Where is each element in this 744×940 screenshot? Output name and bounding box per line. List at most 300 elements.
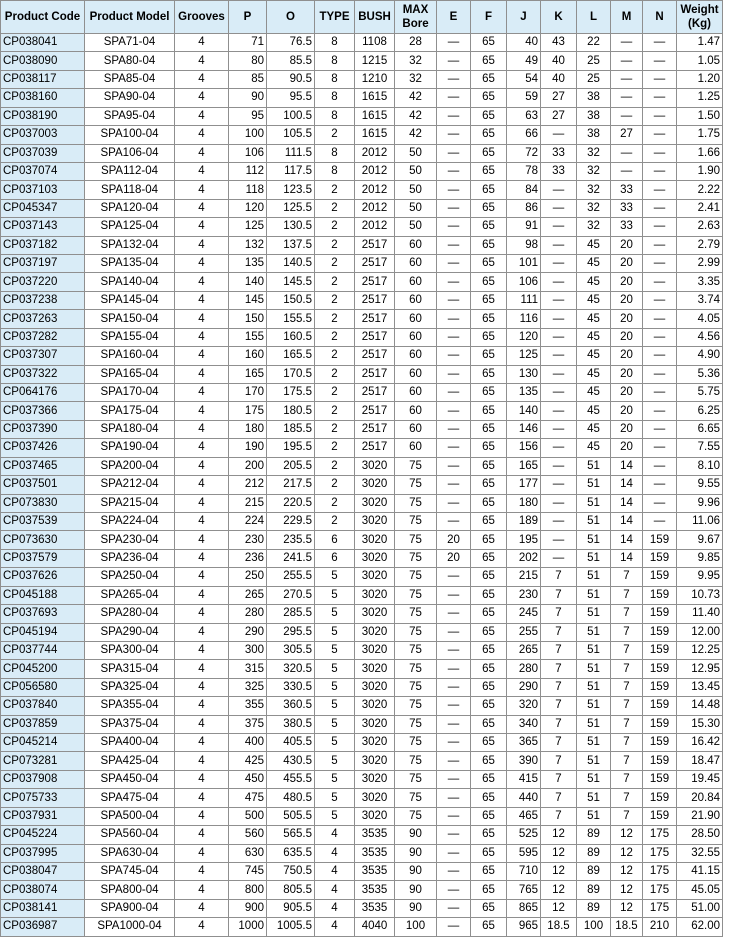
cell-m: 20 bbox=[611, 273, 643, 291]
cell-grooves: 4 bbox=[175, 605, 229, 623]
cell-type: 5 bbox=[315, 586, 355, 604]
cell-e: — bbox=[437, 899, 471, 917]
cell-product-model: SPA375-04 bbox=[85, 715, 175, 733]
cell-l: 51 bbox=[577, 807, 611, 825]
cell-p: 450 bbox=[229, 770, 267, 788]
table-row bbox=[1, 549, 723, 567]
cell-k: 7 bbox=[541, 605, 577, 623]
table-row bbox=[1, 586, 723, 604]
cell-l: 100 bbox=[577, 918, 611, 936]
cell-p: 1000 bbox=[229, 918, 267, 936]
cell-weight: 2.22 bbox=[677, 181, 723, 199]
cell-m: 7 bbox=[611, 752, 643, 770]
cell-l: 51 bbox=[577, 586, 611, 604]
cell-m: 12 bbox=[611, 826, 643, 844]
cell-weight: 1.50 bbox=[677, 107, 723, 125]
cell-n: 210 bbox=[643, 918, 677, 936]
cell-product-model: SPA325-04 bbox=[85, 678, 175, 696]
cell-f: 65 bbox=[471, 476, 507, 494]
cell-bush: 3535 bbox=[355, 826, 395, 844]
cell-bush: 2517 bbox=[355, 273, 395, 291]
cell-o: 160.5 bbox=[267, 328, 315, 346]
cell-o: 635.5 bbox=[267, 844, 315, 862]
cell-m: — bbox=[611, 70, 643, 88]
cell-m: 12 bbox=[611, 844, 643, 862]
cell-product-model: SPA170-04 bbox=[85, 384, 175, 402]
cell-weight: 3.74 bbox=[677, 291, 723, 309]
cell-bush: 2517 bbox=[355, 347, 395, 365]
cell-m: 14 bbox=[611, 531, 643, 549]
col-header-max-bore: MAX Bore bbox=[395, 1, 437, 34]
cell-max-bore: 75 bbox=[395, 476, 437, 494]
cell-product-model: SPA900-04 bbox=[85, 899, 175, 917]
cell-product-model: SPA450-04 bbox=[85, 770, 175, 788]
cell-p: 315 bbox=[229, 660, 267, 678]
cell-e: — bbox=[437, 918, 471, 936]
cell-max-bore: 42 bbox=[395, 89, 437, 107]
table-row bbox=[1, 734, 723, 752]
cell-f: 65 bbox=[471, 844, 507, 862]
cell-n: — bbox=[643, 162, 677, 180]
table-row bbox=[1, 34, 723, 52]
cell-j: 98 bbox=[507, 236, 541, 254]
cell-k: — bbox=[541, 310, 577, 328]
cell-o: 217.5 bbox=[267, 476, 315, 494]
cell-k: 12 bbox=[541, 899, 577, 917]
cell-e: — bbox=[437, 844, 471, 862]
table-row bbox=[1, 291, 723, 309]
cell-p: 180 bbox=[229, 420, 267, 438]
cell-max-bore: 75 bbox=[395, 752, 437, 770]
cell-l: 51 bbox=[577, 605, 611, 623]
cell-l: 51 bbox=[577, 734, 611, 752]
cell-bush: 3535 bbox=[355, 862, 395, 880]
cell-j: 255 bbox=[507, 623, 541, 641]
cell-type: 5 bbox=[315, 605, 355, 623]
cell-j: 440 bbox=[507, 789, 541, 807]
cell-e: — bbox=[437, 199, 471, 217]
cell-m: — bbox=[611, 144, 643, 162]
cell-p: 140 bbox=[229, 273, 267, 291]
cell-product-model: SPA100-04 bbox=[85, 126, 175, 144]
cell-k: 27 bbox=[541, 107, 577, 125]
cell-k: 7 bbox=[541, 752, 577, 770]
cell-grooves: 4 bbox=[175, 918, 229, 936]
cell-product-code: CP037426 bbox=[1, 439, 85, 457]
cell-j: 710 bbox=[507, 862, 541, 880]
cell-f: 65 bbox=[471, 34, 507, 52]
cell-l: 89 bbox=[577, 844, 611, 862]
cell-j: 290 bbox=[507, 678, 541, 696]
cell-weight: 6.25 bbox=[677, 402, 723, 420]
table-row bbox=[1, 476, 723, 494]
cell-grooves: 4 bbox=[175, 402, 229, 420]
table-row bbox=[1, 623, 723, 641]
cell-p: 280 bbox=[229, 605, 267, 623]
cell-j: 215 bbox=[507, 568, 541, 586]
cell-e: — bbox=[437, 365, 471, 383]
cell-m: 20 bbox=[611, 347, 643, 365]
cell-weight: 32.55 bbox=[677, 844, 723, 862]
cell-bush: 3020 bbox=[355, 476, 395, 494]
cell-e: — bbox=[437, 439, 471, 457]
cell-type: 4 bbox=[315, 862, 355, 880]
cell-k: 7 bbox=[541, 715, 577, 733]
cell-f: 65 bbox=[471, 347, 507, 365]
cell-m: 20 bbox=[611, 439, 643, 457]
cell-k: — bbox=[541, 531, 577, 549]
cell-e: — bbox=[437, 881, 471, 899]
col-header-m: M bbox=[611, 1, 643, 34]
table-body bbox=[1, 34, 723, 937]
cell-n: — bbox=[643, 89, 677, 107]
cell-n: — bbox=[643, 384, 677, 402]
cell-product-code: CP037995 bbox=[1, 844, 85, 862]
cell-bush: 2517 bbox=[355, 420, 395, 438]
cell-k: — bbox=[541, 291, 577, 309]
cell-bush: 3020 bbox=[355, 678, 395, 696]
cell-product-code: CP038047 bbox=[1, 862, 85, 880]
cell-max-bore: 50 bbox=[395, 181, 437, 199]
cell-type: 5 bbox=[315, 715, 355, 733]
cell-m: — bbox=[611, 52, 643, 70]
cell-product-model: SPA265-04 bbox=[85, 586, 175, 604]
cell-max-bore: 60 bbox=[395, 291, 437, 309]
cell-product-code: CP037039 bbox=[1, 144, 85, 162]
cell-p: 800 bbox=[229, 881, 267, 899]
cell-max-bore: 75 bbox=[395, 531, 437, 549]
cell-j: 49 bbox=[507, 52, 541, 70]
cell-f: 65 bbox=[471, 126, 507, 144]
cell-type: 5 bbox=[315, 697, 355, 715]
cell-max-bore: 60 bbox=[395, 255, 437, 273]
cell-k: — bbox=[541, 328, 577, 346]
cell-weight: 28.50 bbox=[677, 826, 723, 844]
cell-type: 8 bbox=[315, 34, 355, 52]
cell-bush: 3020 bbox=[355, 494, 395, 512]
cell-p: 125 bbox=[229, 218, 267, 236]
cell-n: — bbox=[643, 476, 677, 494]
cell-max-bore: 90 bbox=[395, 881, 437, 899]
cell-product-code: CP037931 bbox=[1, 807, 85, 825]
cell-k: 7 bbox=[541, 660, 577, 678]
cell-product-model: SPA475-04 bbox=[85, 789, 175, 807]
cell-product-model: SPA95-04 bbox=[85, 107, 175, 125]
cell-bush: 2517 bbox=[355, 255, 395, 273]
cell-bush: 3535 bbox=[355, 881, 395, 899]
cell-e: — bbox=[437, 586, 471, 604]
cell-l: 32 bbox=[577, 162, 611, 180]
cell-j: 156 bbox=[507, 439, 541, 457]
cell-type: 2 bbox=[315, 494, 355, 512]
cell-j: 86 bbox=[507, 199, 541, 217]
cell-grooves: 4 bbox=[175, 697, 229, 715]
cell-weight: 12.25 bbox=[677, 641, 723, 659]
cell-o: 430.5 bbox=[267, 752, 315, 770]
cell-j: 320 bbox=[507, 697, 541, 715]
cell-weight: 2.79 bbox=[677, 236, 723, 254]
cell-j: 180 bbox=[507, 494, 541, 512]
cell-m: 7 bbox=[611, 605, 643, 623]
cell-e: — bbox=[437, 512, 471, 530]
cell-m: 7 bbox=[611, 734, 643, 752]
cell-grooves: 4 bbox=[175, 144, 229, 162]
cell-o: 480.5 bbox=[267, 789, 315, 807]
cell-product-model: SPA212-04 bbox=[85, 476, 175, 494]
cell-l: 32 bbox=[577, 181, 611, 199]
table-row bbox=[1, 881, 723, 899]
cell-o: 330.5 bbox=[267, 678, 315, 696]
cell-o: 220.5 bbox=[267, 494, 315, 512]
cell-k: 12 bbox=[541, 826, 577, 844]
cell-k: — bbox=[541, 181, 577, 199]
cell-n: — bbox=[643, 107, 677, 125]
cell-n: 175 bbox=[643, 844, 677, 862]
cell-f: 65 bbox=[471, 107, 507, 125]
table-row bbox=[1, 531, 723, 549]
cell-p: 135 bbox=[229, 255, 267, 273]
cell-k: 12 bbox=[541, 881, 577, 899]
cell-o: 145.5 bbox=[267, 273, 315, 291]
cell-max-bore: 50 bbox=[395, 199, 437, 217]
cell-bush: 2517 bbox=[355, 402, 395, 420]
cell-p: 120 bbox=[229, 199, 267, 217]
cell-product-model: SPA175-04 bbox=[85, 402, 175, 420]
cell-f: 65 bbox=[471, 402, 507, 420]
cell-weight: 1.75 bbox=[677, 126, 723, 144]
cell-weight: 5.36 bbox=[677, 365, 723, 383]
cell-p: 95 bbox=[229, 107, 267, 125]
cell-e: — bbox=[437, 236, 471, 254]
table-row bbox=[1, 918, 723, 936]
cell-weight: 3.35 bbox=[677, 273, 723, 291]
cell-weight: 9.96 bbox=[677, 494, 723, 512]
cell-weight: 11.06 bbox=[677, 512, 723, 530]
cell-e: — bbox=[437, 697, 471, 715]
cell-weight: 4.56 bbox=[677, 328, 723, 346]
cell-type: 8 bbox=[315, 89, 355, 107]
cell-type: 5 bbox=[315, 789, 355, 807]
cell-grooves: 4 bbox=[175, 236, 229, 254]
cell-k: 40 bbox=[541, 52, 577, 70]
cell-product-model: SPA118-04 bbox=[85, 181, 175, 199]
col-header-l: L bbox=[577, 1, 611, 34]
cell-n: 159 bbox=[643, 752, 677, 770]
cell-f: 65 bbox=[471, 899, 507, 917]
cell-n: — bbox=[643, 291, 677, 309]
cell-e: — bbox=[437, 89, 471, 107]
cell-l: 51 bbox=[577, 789, 611, 807]
cell-m: 20 bbox=[611, 291, 643, 309]
cell-weight: 9.67 bbox=[677, 531, 723, 549]
cell-f: 65 bbox=[471, 365, 507, 383]
cell-grooves: 4 bbox=[175, 734, 229, 752]
cell-bush: 3535 bbox=[355, 844, 395, 862]
cell-grooves: 4 bbox=[175, 328, 229, 346]
cell-p: 100 bbox=[229, 126, 267, 144]
cell-p: 132 bbox=[229, 236, 267, 254]
cell-p: 425 bbox=[229, 752, 267, 770]
cell-f: 65 bbox=[471, 310, 507, 328]
cell-p: 400 bbox=[229, 734, 267, 752]
cell-n: — bbox=[643, 144, 677, 162]
cell-product-code: CP037366 bbox=[1, 402, 85, 420]
cell-max-bore: 75 bbox=[395, 678, 437, 696]
cell-l: 45 bbox=[577, 384, 611, 402]
cell-m: 14 bbox=[611, 476, 643, 494]
cell-l: 89 bbox=[577, 826, 611, 844]
cell-o: 255.5 bbox=[267, 568, 315, 586]
cell-max-bore: 32 bbox=[395, 52, 437, 70]
cell-e: — bbox=[437, 623, 471, 641]
cell-o: 505.5 bbox=[267, 807, 315, 825]
cell-weight: 12.00 bbox=[677, 623, 723, 641]
cell-bush: 3020 bbox=[355, 752, 395, 770]
cell-grooves: 4 bbox=[175, 384, 229, 402]
cell-max-bore: 90 bbox=[395, 826, 437, 844]
cell-product-model: SPA355-04 bbox=[85, 697, 175, 715]
cell-f: 65 bbox=[471, 862, 507, 880]
cell-product-code: CP045224 bbox=[1, 826, 85, 844]
cell-max-bore: 75 bbox=[395, 457, 437, 475]
cell-f: 65 bbox=[471, 641, 507, 659]
cell-weight: 7.55 bbox=[677, 439, 723, 457]
cell-product-code: CP075733 bbox=[1, 789, 85, 807]
cell-e: — bbox=[437, 52, 471, 70]
cell-o: 180.5 bbox=[267, 402, 315, 420]
cell-j: 135 bbox=[507, 384, 541, 402]
cell-f: 65 bbox=[471, 218, 507, 236]
cell-product-code: CP037282 bbox=[1, 328, 85, 346]
cell-l: 45 bbox=[577, 365, 611, 383]
cell-grooves: 4 bbox=[175, 826, 229, 844]
cell-k: — bbox=[541, 512, 577, 530]
cell-type: 2 bbox=[315, 236, 355, 254]
cell-product-model: SPA215-04 bbox=[85, 494, 175, 512]
cell-e: — bbox=[437, 402, 471, 420]
cell-e: — bbox=[437, 641, 471, 659]
cell-k: — bbox=[541, 384, 577, 402]
cell-l: 25 bbox=[577, 70, 611, 88]
cell-product-model: SPA800-04 bbox=[85, 881, 175, 899]
cell-o: 76.5 bbox=[267, 34, 315, 52]
cell-product-model: SPA230-04 bbox=[85, 531, 175, 549]
cell-o: 229.5 bbox=[267, 512, 315, 530]
cell-l: 51 bbox=[577, 568, 611, 586]
cell-grooves: 4 bbox=[175, 715, 229, 733]
table-row bbox=[1, 89, 723, 107]
cell-type: 5 bbox=[315, 734, 355, 752]
cell-product-model: SPA106-04 bbox=[85, 144, 175, 162]
header-row bbox=[1, 1, 723, 34]
cell-product-model: SPA300-04 bbox=[85, 641, 175, 659]
cell-e: — bbox=[437, 568, 471, 586]
cell-j: 146 bbox=[507, 420, 541, 438]
cell-m: 7 bbox=[611, 678, 643, 696]
cell-o: 170.5 bbox=[267, 365, 315, 383]
cell-p: 325 bbox=[229, 678, 267, 696]
cell-l: 45 bbox=[577, 439, 611, 457]
cell-o: 285.5 bbox=[267, 605, 315, 623]
cell-max-bore: 75 bbox=[395, 568, 437, 586]
cell-f: 65 bbox=[471, 52, 507, 70]
cell-j: 865 bbox=[507, 899, 541, 917]
table-row bbox=[1, 568, 723, 586]
cell-bush: 3020 bbox=[355, 697, 395, 715]
cell-j: 140 bbox=[507, 402, 541, 420]
table-row bbox=[1, 402, 723, 420]
cell-bush: 3020 bbox=[355, 586, 395, 604]
cell-j: 765 bbox=[507, 881, 541, 899]
cell-bush: 1615 bbox=[355, 89, 395, 107]
col-header-grooves: Grooves bbox=[175, 1, 229, 34]
cell-grooves: 4 bbox=[175, 549, 229, 567]
cell-product-model: SPA200-04 bbox=[85, 457, 175, 475]
cell-product-model: SPA120-04 bbox=[85, 199, 175, 217]
table-row bbox=[1, 862, 723, 880]
cell-l: 32 bbox=[577, 218, 611, 236]
cell-m: 7 bbox=[611, 623, 643, 641]
cell-type: 2 bbox=[315, 347, 355, 365]
cell-max-bore: 60 bbox=[395, 402, 437, 420]
cell-grooves: 4 bbox=[175, 162, 229, 180]
cell-e: — bbox=[437, 734, 471, 752]
cell-e: — bbox=[437, 162, 471, 180]
cell-f: 65 bbox=[471, 291, 507, 309]
cell-f: 65 bbox=[471, 531, 507, 549]
table-row bbox=[1, 697, 723, 715]
cell-j: 91 bbox=[507, 218, 541, 236]
cell-bush: 2012 bbox=[355, 199, 395, 217]
cell-k: — bbox=[541, 255, 577, 273]
cell-product-code: CP037103 bbox=[1, 181, 85, 199]
cell-f: 65 bbox=[471, 457, 507, 475]
cell-bush: 2517 bbox=[355, 365, 395, 383]
cell-max-bore: 42 bbox=[395, 126, 437, 144]
cell-o: 117.5 bbox=[267, 162, 315, 180]
cell-grooves: 4 bbox=[175, 807, 229, 825]
cell-p: 90 bbox=[229, 89, 267, 107]
cell-max-bore: 75 bbox=[395, 715, 437, 733]
cell-n: — bbox=[643, 512, 677, 530]
cell-grooves: 4 bbox=[175, 273, 229, 291]
cell-product-code: CP037744 bbox=[1, 641, 85, 659]
table-row bbox=[1, 255, 723, 273]
cell-p: 630 bbox=[229, 844, 267, 862]
cell-weight: 4.90 bbox=[677, 347, 723, 365]
cell-o: 95.5 bbox=[267, 89, 315, 107]
cell-product-code: CP037390 bbox=[1, 420, 85, 438]
cell-n: — bbox=[643, 52, 677, 70]
cell-o: 905.5 bbox=[267, 899, 315, 917]
cell-weight: 1.47 bbox=[677, 34, 723, 52]
cell-p: 175 bbox=[229, 402, 267, 420]
cell-product-code: CP073281 bbox=[1, 752, 85, 770]
cell-e: — bbox=[437, 862, 471, 880]
cell-k: 12 bbox=[541, 862, 577, 880]
cell-m: 20 bbox=[611, 365, 643, 383]
cell-f: 65 bbox=[471, 789, 507, 807]
cell-k: — bbox=[541, 218, 577, 236]
cell-n: 175 bbox=[643, 826, 677, 844]
cell-l: 51 bbox=[577, 678, 611, 696]
cell-product-model: SPA180-04 bbox=[85, 420, 175, 438]
cell-m: 14 bbox=[611, 549, 643, 567]
cell-max-bore: 50 bbox=[395, 144, 437, 162]
cell-l: 51 bbox=[577, 476, 611, 494]
cell-j: 245 bbox=[507, 605, 541, 623]
cell-product-code: CP037908 bbox=[1, 770, 85, 788]
